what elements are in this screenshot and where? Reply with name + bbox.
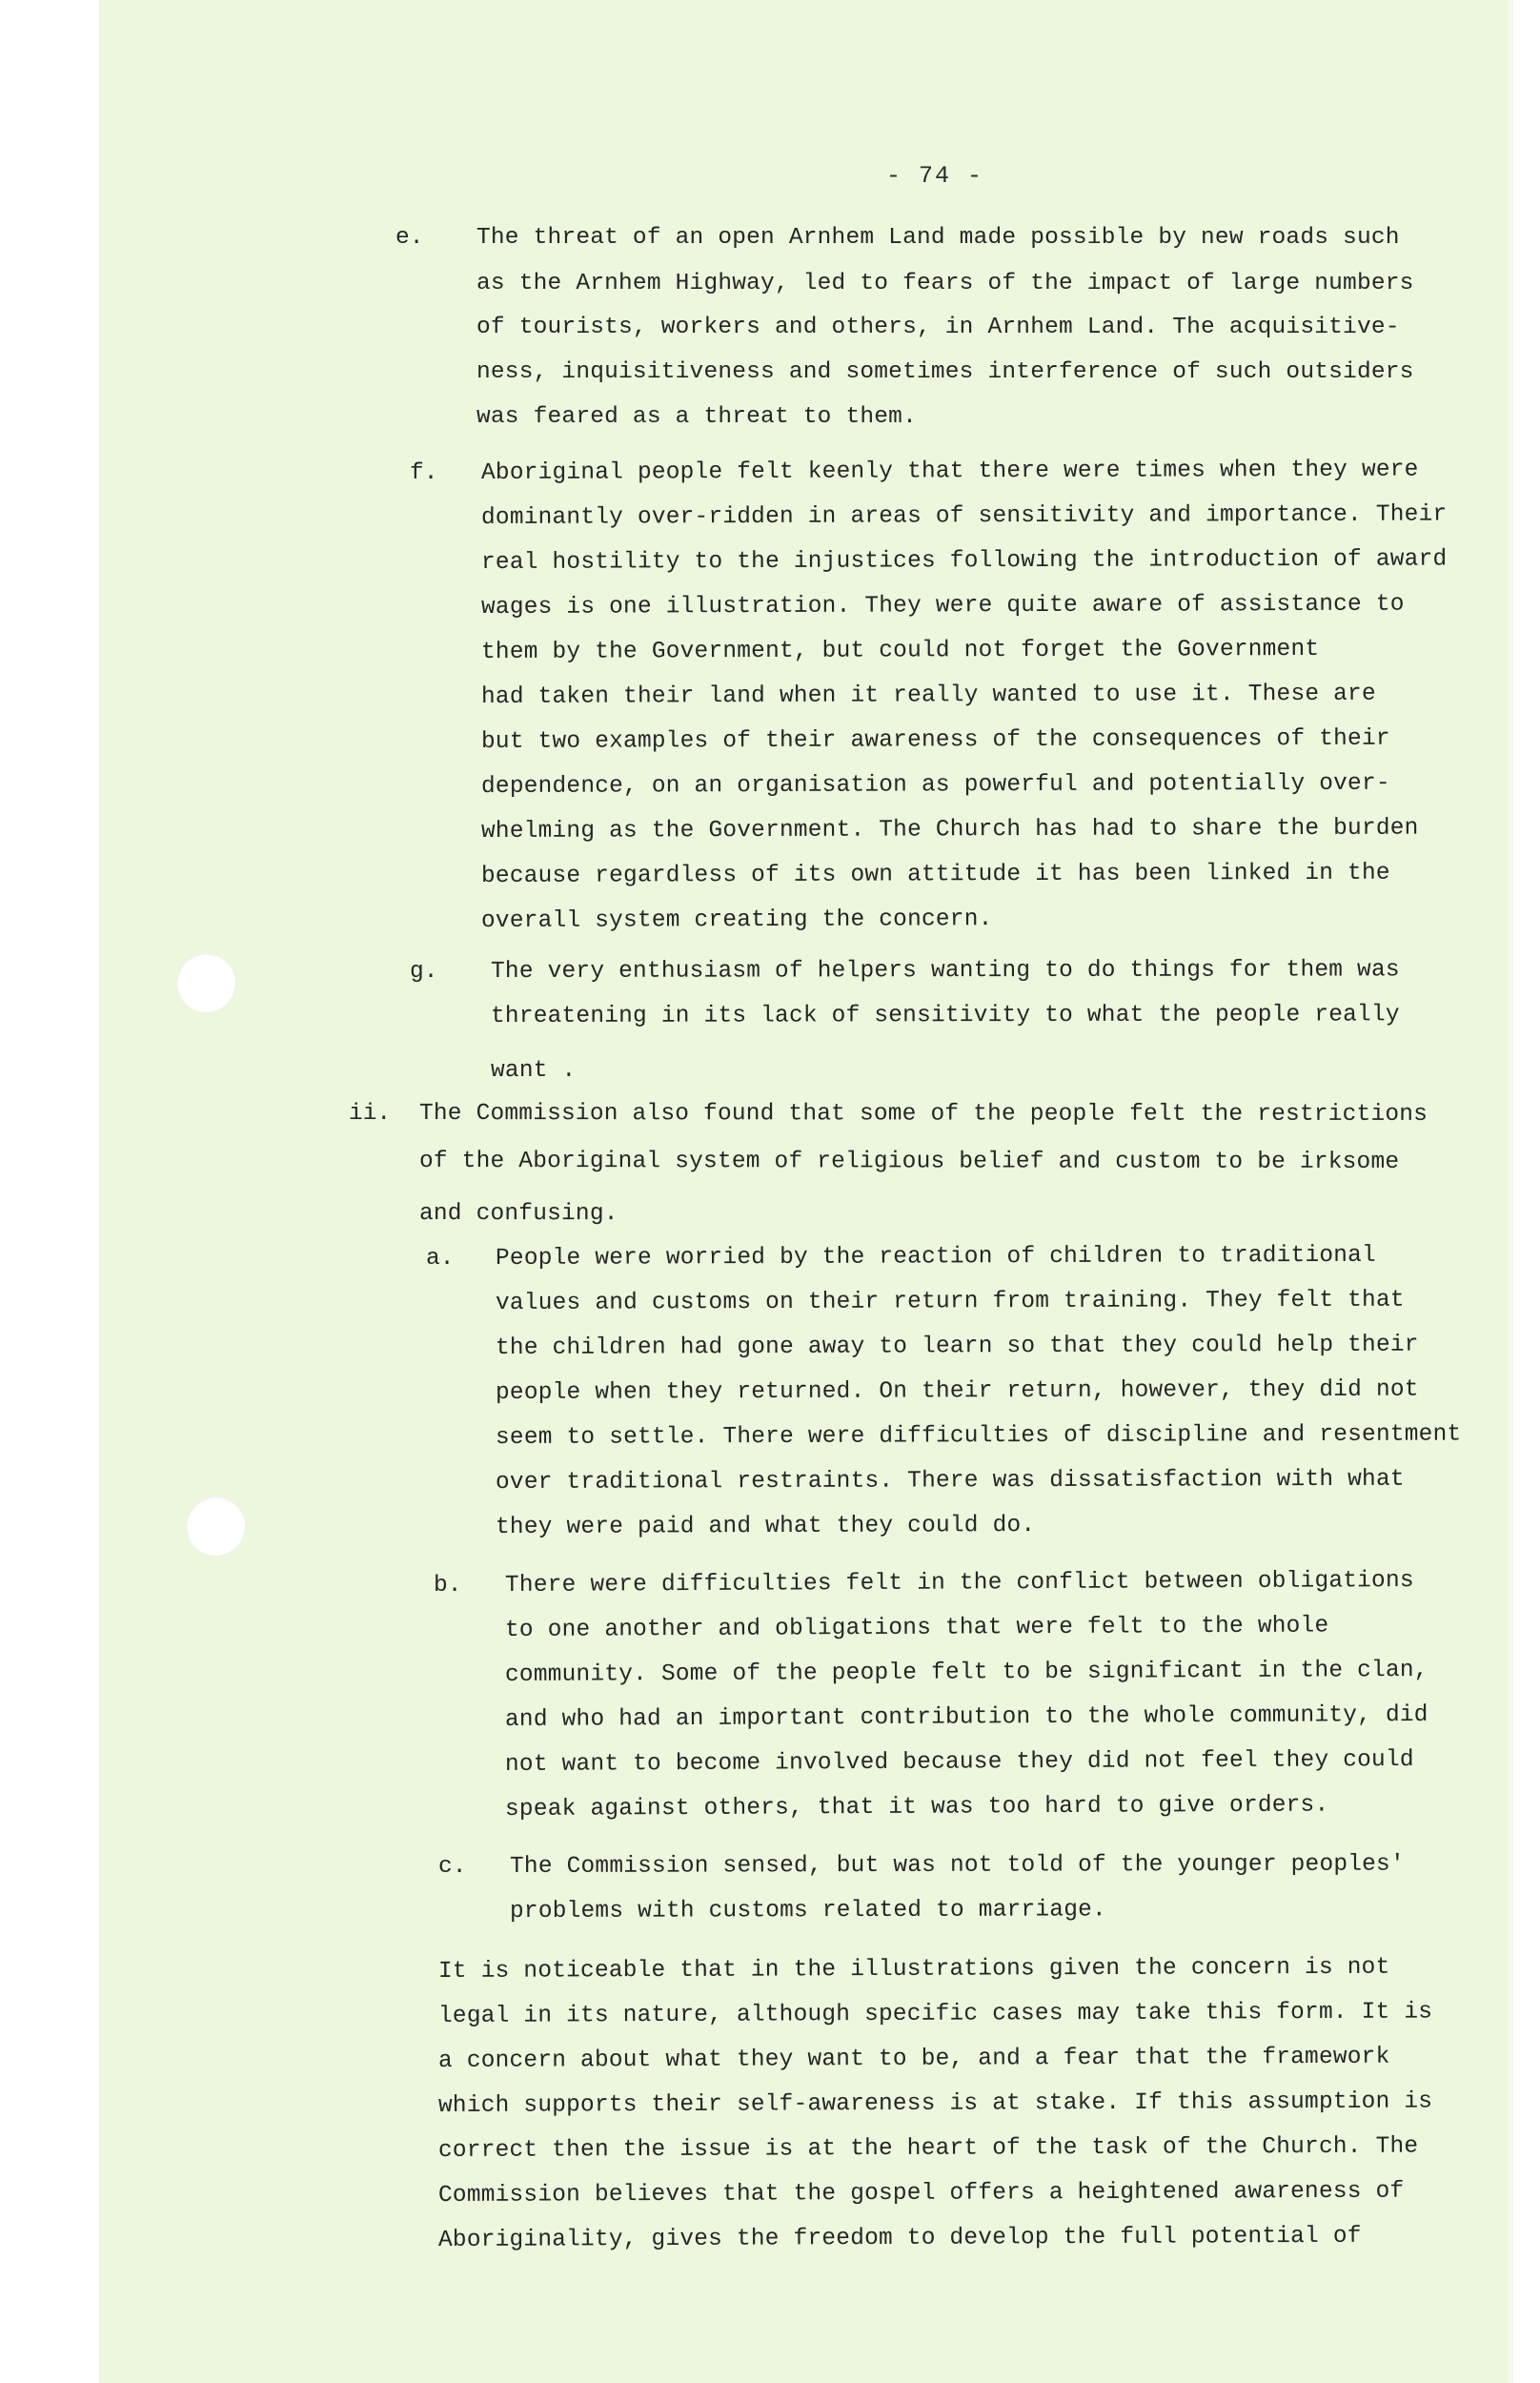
text-line: and who had an important contribution to the whole community, did [504,1701,1429,1733]
text-line: Aboriginality, gives the freedom to develop the full potential of [437,2223,1362,2253]
text-line: It is noticeable that in the illustrations given the concern is not [437,1954,1390,1985]
text-line: dominantly over-ridden in areas of sensitivity and importance. Their [480,501,1448,531]
text-line: the children had gone away to learn so that they could help their [495,1332,1419,1361]
text-line: of the Aboriginal system of religious belief and custom to be irksome [418,1149,1400,1175]
text-line: because regardless of its own attitude it has been linked in the [480,860,1390,889]
punch-hole [186,1497,245,1556]
text-line: not want to become involved because they did not feel they could [504,1747,1414,1778]
text-line: over traditional restraints. There was dissatisfaction with what [495,1466,1405,1496]
text-line: ness, inquisitiveness and sometimes interference of such outsiders [476,359,1414,385]
item-marker-c: c. [438,1854,467,1880]
punch-hole [176,953,235,1012]
text-line: values and customs on their return from training. They felt that [495,1287,1405,1316]
text-line: people when they returned. On their return, however, they did not [495,1376,1419,1406]
item-marker-e: e. [395,225,424,251]
text-line: which supports their self-awareness is at stake. If this assumption is [437,2088,1433,2119]
text-line: as the Arnhem Highway, led to fears of the impact of large numbers [476,271,1414,296]
page-edge [1508,0,1513,2383]
text-line: them by the Government, but could not forget the Government [480,636,1320,665]
text-line: dependence, on an organisation as powerful and potentially over- [480,770,1390,800]
text-line: speak against others, that it was too hard to give orders. [504,1792,1329,1823]
text-line: threatening in its lack of sensitivity to what the people really [490,1002,1400,1029]
item-marker-f: f. [410,460,438,486]
page-number: - 74 - [886,162,984,190]
text-line: There were difficulties felt in the conflict between obligations [504,1568,1414,1599]
item-marker-b: b. [434,1573,462,1599]
text-line: real hostility to the injustices following the introduction of award [480,546,1448,576]
text-line: legal in its nature, although specific cases may take this form. It is [437,1999,1433,2029]
text-line: community. Some of the people felt to be significant in the clan, [504,1657,1429,1688]
text-line: want . [490,1057,577,1084]
text-line: of tourists, workers and others, in Arnhem Land. The acquisitive- [476,315,1400,340]
text-line: problems with customs related to marriage. [509,1897,1106,1925]
text-line: they were paid and what they could do. [495,1513,1036,1540]
text-line: whelming as the Government. The Church has had to share the burden [480,815,1419,845]
text-line: The Commission sensed, but was not told of the younger peoples' [509,1851,1405,1880]
text-line: People were worried by the reaction of children to traditional [495,1242,1376,1272]
text-line: and confusing. [418,1201,618,1228]
text-line: had taken their land when it really wanted to use it. These are [480,681,1376,710]
text-line: correct then the issue is at the heart of the task of the Church. The [437,2133,1419,2164]
text-line: was feared as a threat to them. [476,404,917,430]
text-line: to one another and obligations that were felt to the whole [504,1613,1329,1643]
item-marker-ii: ii. [349,1101,392,1127]
text-line: Aboriginal people felt keenly that there were times when they were [480,457,1419,486]
item-marker-g: g. [410,959,438,985]
text-line: The threat of an open Arnhem Land made possible by new roads such [476,225,1400,251]
text-line: The very enthusiasm of helpers wanting to do things for them was [490,957,1400,985]
text-line: but two examples of their awareness of the consequences of their [480,725,1390,755]
text-line: a concern about what they want to be, and a fear that the framework [437,2044,1390,2074]
text-line: The Commission also found that some of the people felt the restrictions [418,1101,1429,1128]
text-line: overall system creating the concern. [480,906,993,934]
text-line: seem to settle. There were difficulties of discipline and resentment [495,1421,1462,1451]
text-line: Commission believes that the gospel offers a heightened awareness of [437,2178,1405,2209]
item-marker-a: a. [426,1246,455,1272]
text-line: wages is one illustration. They were quite aware of assistance to [480,591,1405,621]
